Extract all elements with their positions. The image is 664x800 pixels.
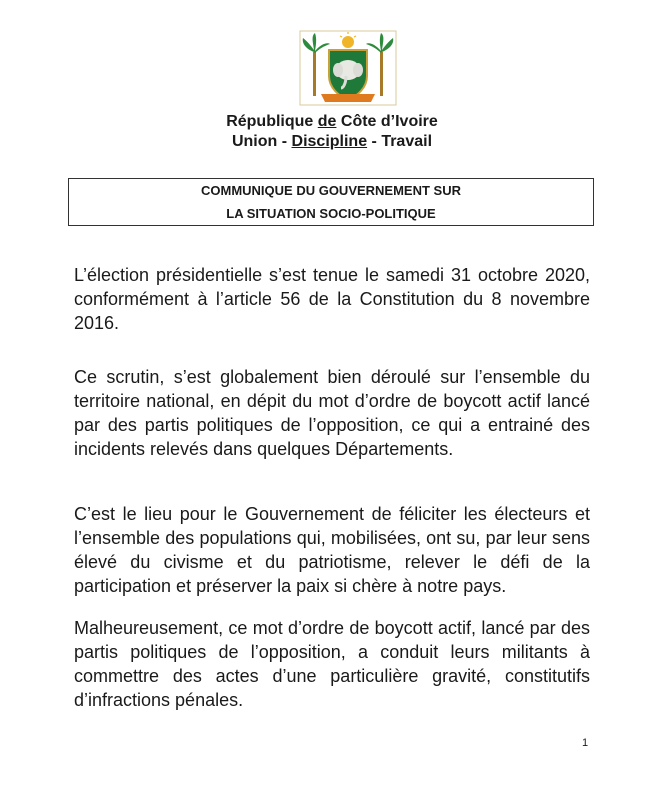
communique-title-box [68, 178, 594, 226]
page-number: 1 [582, 737, 589, 749]
republic-name: République de Côte d’Ivoire [226, 113, 438, 130]
paragraph-3: C’est le lieu pour le Gouvernement de féliciter les électeurs et l’ensemble des populations qui, mobilisées, ont su, par leur sens élevé du civisme et du patriotisme, relever le défi de la participation et préserver la paix si chère à notre pays. [74, 504, 590, 596]
title-line-1: COMMUNIQUE DU GOUVERNEMENT SUR [200, 183, 461, 198]
coat-of-arms-icon [299, 30, 397, 106]
title-line-2: LA SITUATION SOCIO-POLITIQUE [226, 206, 436, 221]
paragraph-2: Ce scrutin, s’est globalement bien déroulé sur l’ensemble du territoire national, en dépit du mot d’ordre de boycott actif lancé par des partis politiques de l’opposition, ce qui a entrainé des incidents relevés dans quelques Départements. [74, 367, 590, 459]
national-motto: Union - Discipline - Travail [231, 133, 433, 150]
paragraph-4: Malheureusement, ce mot d’ordre de boycott actif, lancé par des partis politiques de l’opposition, a conduit leurs militants à commettre des actes d’une particulière gravité, constitutifs d’infractions pénales. [74, 618, 590, 710]
paragraph-1: L’élection présidentielle s’est tenue le samedi 31 octobre 2020, conformément à l’article 56 de la Constitution du 8 novembre 2016. [74, 265, 590, 333]
